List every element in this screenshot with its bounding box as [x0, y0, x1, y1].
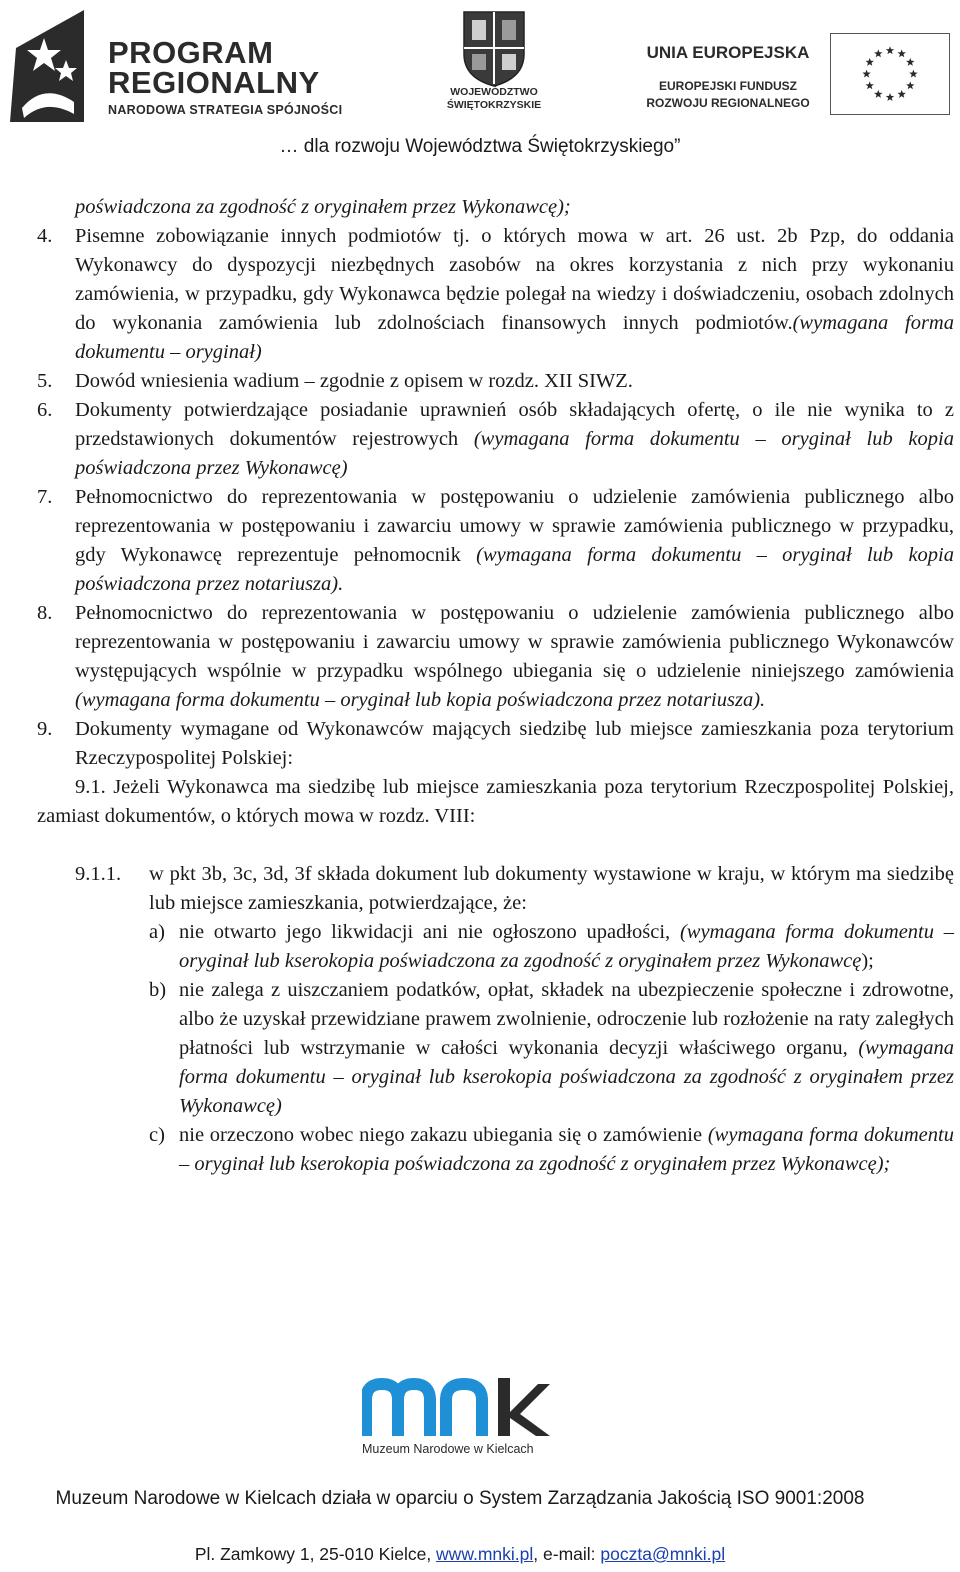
- item-number: 9.1.1.: [75, 863, 122, 885]
- eu-line2: EUROPEJSKI FUNDUSZ: [658, 79, 798, 93]
- address-text: Pl. Zamkowy 1, 25-010 Kielce,: [194, 1544, 437, 1564]
- item-text: Dokumenty potwierdzające posiadanie uprawnień osób składających ofertę, o ile nie wynika to z przedstawionych dokumentów rejestrowych: [75, 399, 954, 450]
- item-text: w pkt 3b, 3c, 3d, 3f składa dokument lub dokumenty wystawione w kraju, w którym ma siedzibę lub miejsce zamieszkania, potwierdzające, że:: [149, 863, 954, 914]
- item-form-note: (wymagana forma dokumentu – oryginał lub kserokopia poświadczona za zgodność z oryginałem przez Wykonawcę): [179, 1037, 954, 1117]
- eu-star-icon: [866, 58, 874, 66]
- list-item-8: [37, 599, 954, 715]
- eu-star-icon: [866, 81, 874, 89]
- paragraph-continuation: poświadczona za zgodność z oryginałem przez Wykonawcę);: [75, 196, 571, 218]
- list-item-c: [37, 1121, 954, 1179]
- voivodeship-label: [435, 86, 553, 112]
- item-number: 6.: [37, 399, 53, 421]
- item-letter: c): [149, 1124, 165, 1146]
- item-text: Dowód wniesienia wadium – zgodnie z opisem w rozdz. XII SIWZ.: [75, 370, 633, 392]
- eu-star-icon: [906, 58, 914, 66]
- header-tagline: … dla rozwoju Województwa Świętokrzyskiego”: [279, 136, 681, 157]
- list-item-b: [37, 976, 954, 1121]
- item-number: 9.: [37, 718, 53, 740]
- eu-star-icon: [898, 49, 906, 57]
- voivodeship-crest-icon: [460, 8, 528, 88]
- item-form-note: (wymagana forma dokumentu – oryginał): [75, 312, 954, 363]
- document-body: [37, 193, 954, 1179]
- item-form-note: (wymagana forma dokumentu – oryginał lub kopia poświadczona przez notariusza).: [75, 544, 954, 595]
- email-link[interactable]: poczta@mnki.pl: [600, 1544, 726, 1564]
- eu-star-icon: [886, 46, 894, 54]
- museum-mnk-logo: [362, 1378, 552, 1438]
- item-form-note: (wymagana forma dokumentu – oryginał lub kopia poświadczona przez Wykonawcę): [75, 428, 954, 479]
- program-line3: NARODOWA STRATEGIA SPÓJNOŚCI: [108, 103, 343, 117]
- item-form-note: (wymagana forma dokumentu – oryginał lub kopia poświadczona przez notariusza).: [75, 689, 766, 711]
- voivodeship-line1: WOJEWÓDZTWO: [450, 86, 538, 98]
- list-item-9-1-1: [37, 860, 954, 918]
- item-text: nie otwarto jego likwidacji ani nie ogłoszono upadłości,: [179, 921, 680, 943]
- item-number: 4.: [37, 225, 53, 247]
- website-link[interactable]: www.mnki.pl: [436, 1544, 534, 1564]
- item-letter: b): [149, 979, 167, 1001]
- eu-star-icon: [874, 49, 882, 57]
- item-text: Dokumenty wymagane od Wykonawców mających siedzibę lub miejsce zamieszkania poza terytorium Rzeczypospolitej Polskiej:: [75, 718, 954, 769]
- program-regionalny-wordmark: [108, 35, 343, 117]
- footer-iso-statement: Muzeum Narodowe w Kielcach działa w oparciu o System Zarządzania Jakością ISO 9001:2008: [55, 1488, 865, 1509]
- email-label: , e-mail:: [533, 1544, 601, 1564]
- eu-star-icon: [874, 90, 882, 98]
- museum-caption: Muzeum Narodowe w Kielcach: [362, 1442, 534, 1456]
- item-text: Pisemne zobowiązanie innych podmiotów tj. o których mowa w art. 26 ust. 2b Pzp, do oddania Wykonawcy do dyspozycji niezbędnych zasobów na okres korzystania z nich przy wykonaniu zamówienia, w przypadku, gdy Wykonawca będzie polegał na wiedzy i doświadczeniu, osobach zdolnych do wykonania zamówienia lub zdolnościach finansowych innych podmiotów.: [75, 225, 954, 334]
- item-number: 8.: [37, 602, 53, 624]
- eu-flag-icon: [830, 33, 950, 115]
- item-letter: a): [149, 921, 165, 943]
- item-form-note: (wymagana forma dokumentu – oryginał lub kserokopia poświadczona za zgodność z oryginałem przez Wykonawcę: [179, 921, 954, 972]
- list-item-9: [37, 715, 954, 773]
- list-item-a: [37, 918, 954, 976]
- list-item-5: [37, 367, 954, 396]
- item-text: nie zalega z uiszczaniem podatków, opłat, składek na ubezpieczenie społeczne i zdrowotne, albo że uzyskał przewidziane prawem zwolnienie, odroczenie lub rozłożenie na raty zaległych płatności lub wstrzymanie w całości wykonania decyzji właściwego organu,: [179, 979, 954, 1059]
- footer-address: [0, 1544, 920, 1565]
- voivodeship-line2: ŚWIĘTOKRZYSKIE: [446, 99, 542, 111]
- item-number: 7.: [37, 486, 53, 508]
- eu-star-icon: [906, 81, 914, 89]
- list-item-7: [37, 483, 954, 599]
- item-number: 5.: [37, 370, 53, 392]
- eu-star-icon: [886, 93, 894, 101]
- eu-star-icon: [862, 70, 870, 78]
- eu-star-icon: [898, 90, 906, 98]
- eu-line3: ROZWOJU REGIONALNEGO: [646, 96, 810, 110]
- eu-star-icon: [909, 70, 917, 78]
- page-header: [0, 0, 960, 175]
- list-item-4: [37, 222, 954, 367]
- program-regionalny-star-logo: [4, 10, 94, 122]
- program-line1: PROGRAM: [108, 35, 274, 70]
- item-form-note: (wymagana forma dokumentu – oryginał lub kserokopia poświadczona za zgodność z oryginałem przez Wykonawcę);: [179, 1124, 954, 1175]
- eu-fund-label: [640, 42, 816, 112]
- list-item-9-1: 9.1. Jeżeli Wykonawca ma siedzibę lub miejsce zamieszkania poza terytorium Rzeczpospolitej Polskiej, zamiast dokumentów, o których mowa w rozdz. VIII:: [37, 776, 954, 827]
- item-text: nie orzeczono wobec niego zakazu ubiegania się o zamówienie: [179, 1124, 708, 1146]
- item-text: Pełnomocnictwo do reprezentowania w postępowaniu o udzielenie zamówienia publicznego albo reprezentowania w postępowaniu i zawarciu umowy w sprawie zamówienia publicznego Wykonawców występujących wspólnie w przypadku wspólnego ubiegania się o udzielenie niniejszego zamówienia: [75, 602, 954, 682]
- program-line2: REGIONALNY: [108, 65, 320, 100]
- list-item-6: [37, 396, 954, 483]
- eu-line1: UNIA EUROPEJSKA: [646, 43, 810, 62]
- item-text: Pełnomocnictwo do reprezentowania w postępowaniu o udzielenie zamówienia publicznego albo reprezentowania w postępowaniu i zawarciu umowy w sprawie zamówienia publicznego w przypadku, gdy Wykonawcę reprezentuje pełnomocnik: [75, 486, 954, 566]
- item-tail: );: [861, 950, 874, 972]
